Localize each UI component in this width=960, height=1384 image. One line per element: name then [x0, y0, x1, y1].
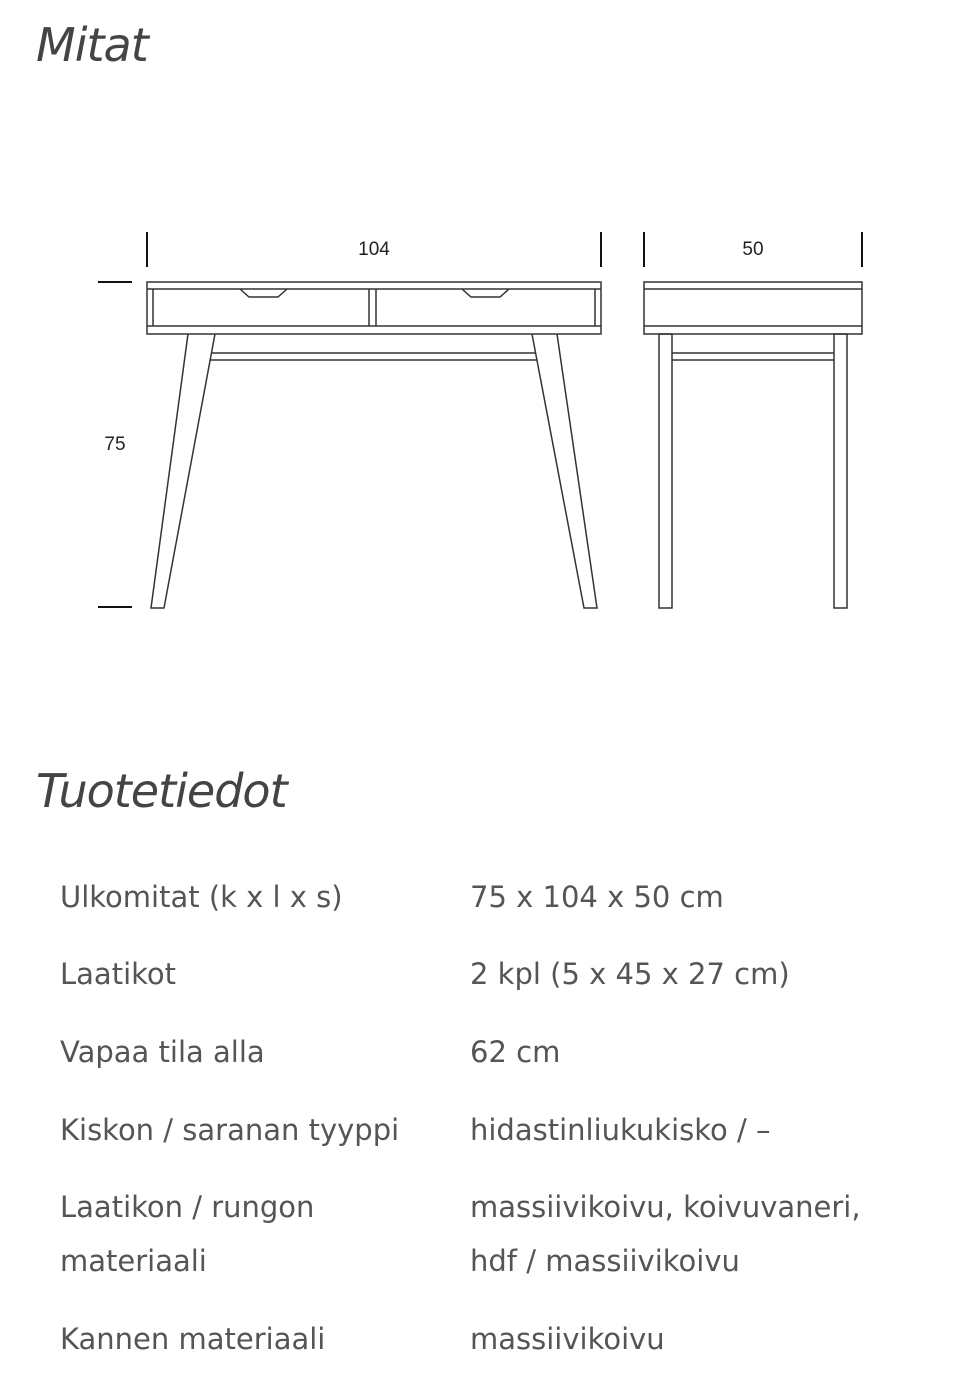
row-value: 62 cm: [470, 1035, 561, 1069]
row-label: Laatikot: [60, 957, 176, 991]
row-label: Kannen materiaali: [60, 1322, 326, 1356]
row-value: 2 kpl (5 x 45 x 27 cm): [470, 957, 790, 991]
table-row: [60, 1180, 920, 1288]
row-value: massiivikoivu, koivuvaneri, hdf / massiivikoivu: [470, 1190, 861, 1278]
row-label: Vapaa tila alla: [60, 1035, 265, 1069]
table-row: [60, 1103, 920, 1157]
table-row: [60, 947, 920, 1001]
front-view: [147, 282, 601, 608]
table-row: [60, 1312, 920, 1366]
row-value: massiivikoivu: [470, 1322, 665, 1356]
width-label: 104: [358, 239, 390, 260]
table-row: [60, 870, 920, 924]
product-info-title: Tuotetiedot: [36, 764, 287, 818]
side-view: [644, 282, 862, 608]
row-value: 75 x 104 x 50 cm: [470, 880, 724, 914]
row-value: hidastinliukukisko / –: [470, 1113, 771, 1147]
depth-label: 50: [742, 239, 764, 260]
table-row: [60, 1025, 920, 1079]
row-label: Kiskon / saranan tyyppi: [60, 1113, 400, 1147]
row-label: Laatikon / rungon materiaali: [60, 1190, 315, 1278]
row-label: Ulkomitat (k x l x s): [60, 880, 343, 914]
height-label: 75: [104, 434, 126, 455]
dimensions-title: Mitat: [36, 18, 148, 72]
